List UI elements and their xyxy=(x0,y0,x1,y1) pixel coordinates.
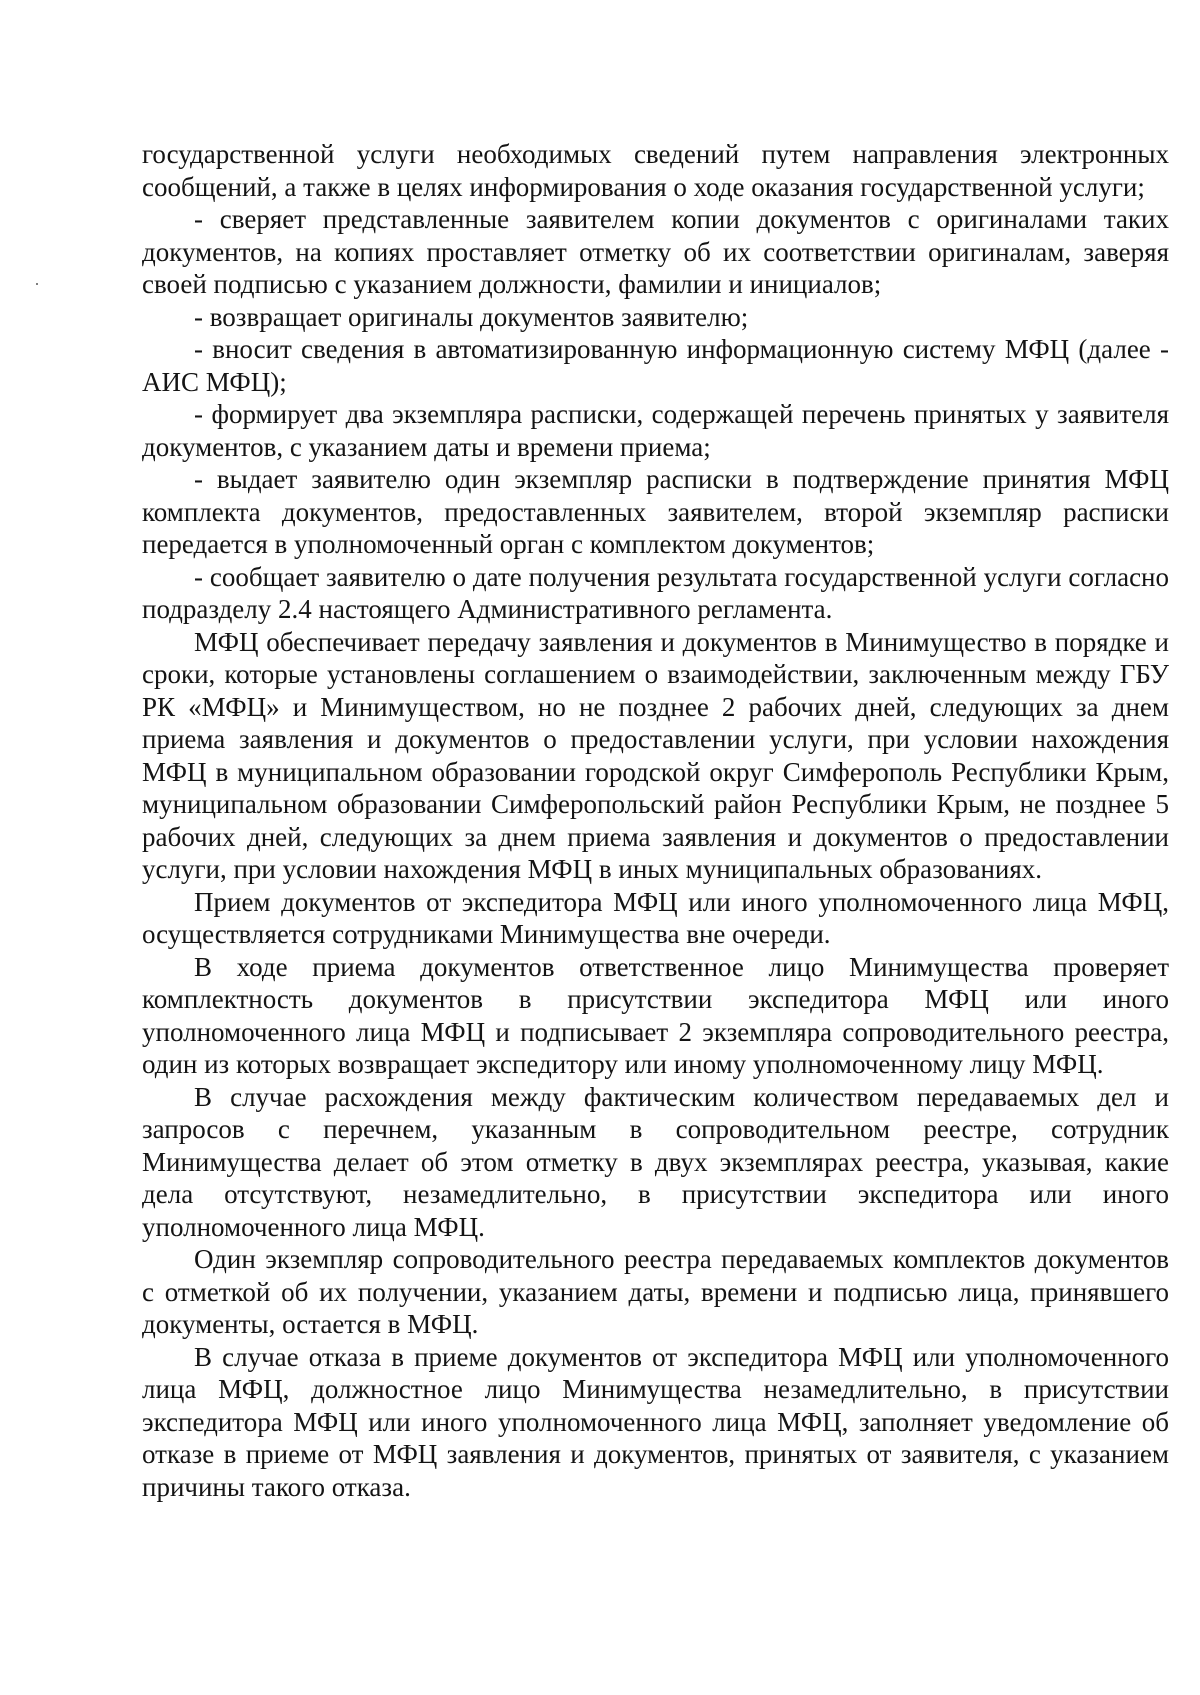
paragraph-list-item: - формирует два экземпляра расписки, содержащей перечень принятых у заявителя документов, с указанием даты и времени приема; xyxy=(142,399,1169,462)
paragraph: МФЦ обеспечивает передачу заявления и документов в Минимущество в порядке и сроки, которые установлены соглашением о взаимодействии, заключенным между ГБУ РК «МФЦ» и Минимуществом, но не позднее 2 рабочих дней, следующих за днем приема заявления и документов о предоставлении услуги, при условии нахождения МФЦ в муниципальном образовании городской округ Симферополь Республики Крым, муниципальном образовании Симферопольский район Республики Крым, не позднее 5 рабочих дней, следующих за днем приема заявления и документов о предоставлении услуги, при условии нахождения МФЦ в иных муниципальных образованиях. xyxy=(142,626,1169,884)
paragraph: В ходе приема документов ответственное лицо Минимущества проверяет комплектность документов в присутствии экспедитора МФЦ или иного уполномоченного лица МФЦ и подписывает 2 экземпляра сопроводительного реестра, один из которых возвращает экспедитору или иному уполномоченному лицу МФЦ. xyxy=(142,951,1169,1079)
paragraph: В случае отказа в приеме документов от экспедитора МФЦ или уполномоченного лица МФЦ, должностное лицо Минимущества незамедлительно, в присутствии экспедитора МФЦ или иного уполномоченного лица МФЦ, заполняет уведомление об отказе в приеме от МФЦ заявления и документов, принятых от заявителя, с указанием причины такого отказа. xyxy=(142,1341,1169,1502)
paragraph-list-item: - сверяет представленные заявителем копии документов с оригиналами таких документов, на копиях проставляет отметку об их соответствии оригиналам, заверяя своей подписью с указанием должности, фамилии и инициалов; xyxy=(142,204,1169,299)
paragraph-continuation: государственной услуги необходимых сведений путем направления электронных сообщений, а также в целях информирования о ходе оказания государственной услуги; xyxy=(142,139,1169,202)
paragraph-list-item: - сообщает заявителю о дате получения результата государственной услуги согласно подразделу 2.4 настоящего Административного регламента. xyxy=(142,561,1169,624)
paragraph: Один экземпляр сопроводительного реестра передаваемых комплектов документов с отметкой об их получении, указанием даты, времени и подписью лица, принявшего документы, остается в МФЦ. xyxy=(142,1244,1169,1339)
paragraph-list-item: - выдает заявителю один экземпляр расписки в подтверждение принятия МФЦ комплекта документов, предоставленных заявителем, второй экземпляр расписки передается в уполномоченный орган с комплектом документов; xyxy=(142,464,1169,559)
document-page xyxy=(142,138,1169,1503)
paragraph-list-item: - возвращает оригиналы документов заявителю; xyxy=(194,301,749,332)
paragraph: Прием документов от экспедитора МФЦ или иного уполномоченного лица МФЦ, осуществляется сотрудниками Минимущества вне очереди. xyxy=(142,886,1169,949)
paragraph-list-item: - вносит сведения в автоматизированную информационную систему МФЦ (далее - АИС МФЦ); xyxy=(142,334,1169,397)
paragraph: В случае расхождения между фактическим количеством передаваемых дел и запросов с перечнем, указанным в сопроводительном реестре, сотрудник Минимущества делает об этом отметку в двух экземплярах реестра, указывая, какие дела отсутствуют, незамедлительно, в присутствии экспедитора или иного уполномоченного лица МФЦ. xyxy=(142,1081,1169,1242)
scan-speck xyxy=(36,283,38,285)
